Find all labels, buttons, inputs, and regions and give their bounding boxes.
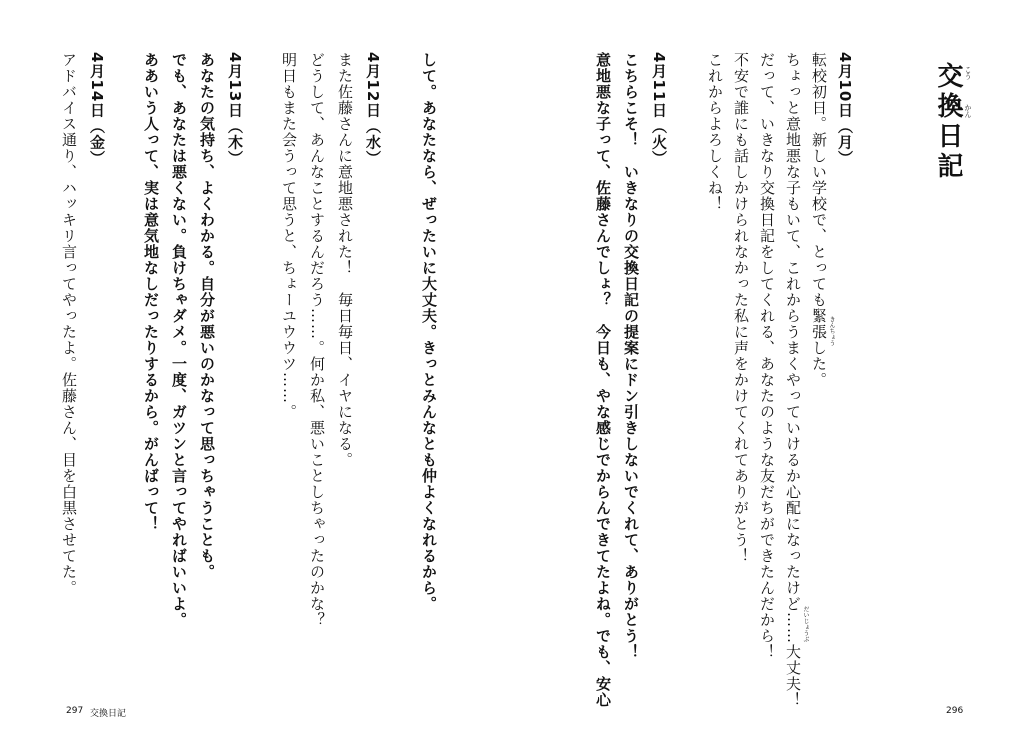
entry-line: だって、いきなり交換日記をしてくれる、あなたのような友だちができたんだから！ xyxy=(758,52,776,660)
entry-line: また佐藤さんに意地悪された！ 毎日毎日、イヤになる。 xyxy=(336,52,354,468)
entry-line: でも、あなたは悪くない。負けちゃダメ。一度、ガツンと言ってやればいいよ。 xyxy=(170,52,188,628)
entry-line: どうして、あんなことするんだろう……。何か私、悪いことしちゃったのかな？ xyxy=(308,52,326,628)
ruby-daijoubu: だいじょうぶ xyxy=(802,606,809,642)
entry-line: 明日もまた会うって思うと、ちょーユウウツ……。 xyxy=(280,52,298,420)
entry-line: ああいう人って、実は意気地なしだったりするから。がんばって！ xyxy=(142,52,160,532)
entry-line: アドバイス通り、ハッキリ言ってやったよ。佐藤さん、目を白黒させてた。 xyxy=(60,52,78,596)
entry-line: して。あなたなら、ぜったいに大丈夫。きっとみんなとも仲よくなれるから。 xyxy=(420,52,438,612)
running-title: 交換日記 xyxy=(90,709,127,719)
entry-line: これからよろしくね！ xyxy=(706,52,724,212)
entry-date-0412: 4月12日（水） xyxy=(364,52,382,167)
entry-line: 意地悪な子って、佐藤さんでしょ？ 今日も、やな感じでからんできてたよね。でも、安心 xyxy=(594,52,612,708)
entry-line: 転校初日。新しい学校で、とっても緊張した。 xyxy=(810,52,828,388)
title-ruby-kou: こう xyxy=(964,66,972,80)
ruby-kinchou: きんちょう xyxy=(828,316,835,346)
entry-line: あなたの気持ち、よくわかる。自分が悪いのかなって思っちゃうことも。 xyxy=(198,52,216,580)
entry-line: こちらこそ！ いきなりの交換日記の提案にドン引きしないでくれて、ありがとう！ xyxy=(622,52,640,660)
entry-date-0411: 4月11日（火） xyxy=(650,52,668,167)
right-page-number: 296 xyxy=(946,706,964,716)
page-title: 交換日記 xyxy=(933,62,963,182)
entry-line: 不安で誰にも話しかけられなかった私に声をかけてくれてありがとう！ xyxy=(732,52,750,564)
entry-date-0414: 4月14日（金） xyxy=(88,52,106,167)
title-ruby-kan: かん xyxy=(964,104,972,118)
left-page-number: 297 xyxy=(66,706,84,716)
entry-date-0413: 4月13日（木） xyxy=(226,52,244,167)
entry-date-0410: 4月10日（月） xyxy=(836,52,854,167)
entry-line: ちょっと意地悪な子もいて、これからうまくやっていけるか心配になったけど……大丈夫！ xyxy=(784,52,802,708)
